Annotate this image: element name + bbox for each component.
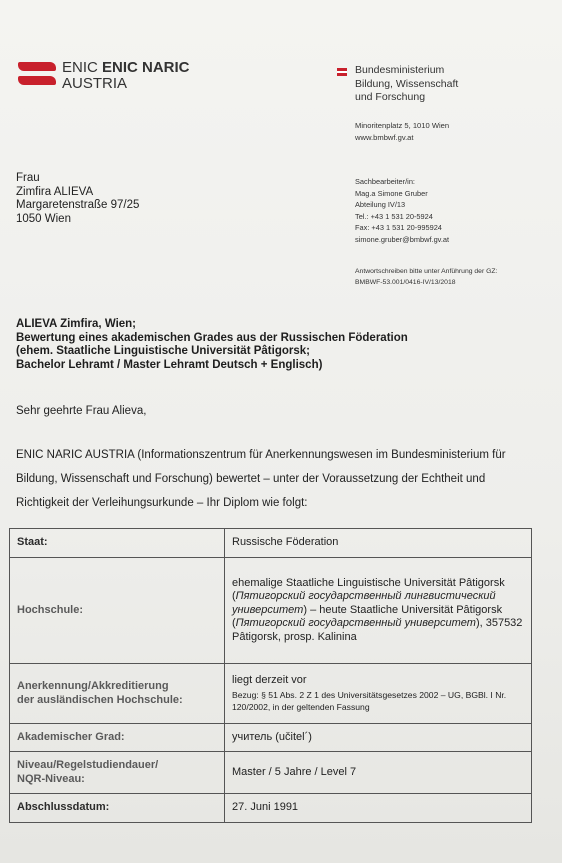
staat-label: Staat:: [10, 529, 225, 558]
recipient-city: 1050 Wien: [16, 212, 71, 225]
niveau-label-line-1: Niveau/Regelstudiendauer/: [17, 758, 159, 771]
hochschule-text: ehemalige Staatliche Linguistische Universität Pâtigorsk (: [232, 576, 505, 603]
niveau-label: [10, 752, 225, 794]
anerkennung-label-line-1: Anerkennung/Akkreditierung: [17, 679, 169, 692]
hochschule-label: Hochschule:: [10, 558, 225, 664]
legal-basis: Bezug: § 51 Abs. 2 Z 1 des Universitätsgesetzes 2002 – UG, BGBl. I Nr. 120/2002, in der geltenden Fassung: [232, 690, 507, 713]
recipient-name: Zimfira ALIEVA: [16, 185, 94, 198]
anerkennung-label-line-2: der ausländischen Hochschule:: [17, 693, 183, 706]
table-row: [10, 664, 532, 724]
table-row: [10, 724, 532, 752]
hochschule-address: ), 357532 Pâtigorsk, prosp. Kalinina: [232, 617, 523, 643]
evaluation-table: [9, 528, 532, 823]
contact-block: [355, 176, 449, 245]
ministry-line-1: Bundesministerium: [355, 64, 445, 76]
recipient-street: Margaretenstraße 97/25: [16, 199, 140, 211]
datum-label: Abschlussdatum:: [10, 794, 225, 823]
subject-line-3: (ehem. Staatliche Linguistische Universität Pâtigorsk;: [16, 345, 310, 358]
anerkennung-value: [225, 664, 532, 724]
flag-stripe-bottom: [337, 73, 347, 76]
anerkennung-label: [10, 664, 225, 724]
grad-value: учитель (učitel´): [225, 724, 532, 752]
contact-email-link[interactable]: simone.gruber@bmbwf.gv.at: [355, 234, 450, 244]
subject-line-1: ALIEVA Zimfira, Wien;: [16, 318, 137, 330]
recipient-salutation: Frau: [16, 172, 40, 184]
logo-line-1: ENIC ENIC NARIC: [62, 59, 190, 76]
table-row: [10, 529, 532, 558]
datum-value: 27. Juni 1991: [225, 794, 532, 823]
reference-number: BMBWF-53.001/0416-IV/13/2018: [355, 278, 456, 286]
niveau-value: Master / 5 Jahre / Level 7: [225, 752, 532, 794]
contact-phone: Tel.: +43 1 531 20-5924: [355, 211, 433, 221]
contact-department: Abteilung IV/13: [355, 200, 406, 209]
austrian-flag-icon: [337, 68, 347, 76]
subject-line-2: Bewertung eines akademischen Grades aus der Russischen Föderation: [16, 331, 408, 344]
reference-label: Antwortschreiben bitte unter Anführung der GZ:: [355, 268, 498, 275]
table-row: [10, 558, 532, 664]
recipient-address: [16, 172, 139, 226]
logo-stripe-icon: [18, 76, 56, 85]
subject-line-4: Bachelor Lehramt / Master Lehramt Deutsch + Englisch): [16, 359, 323, 372]
hochschule-russian-name-current: Пятигорский государственный университет: [235, 617, 476, 630]
contact-label: Sachbearbeiter/in:: [355, 177, 415, 186]
hochschule-value: [225, 558, 532, 664]
staat-value: Russische Föderation: [225, 529, 532, 558]
letter-salutation: Sehr geehrte Frau Alieva,: [16, 405, 147, 417]
reference-number-block: [355, 267, 497, 289]
contact-fax: Fax: +43 1 531 20-995924: [355, 223, 442, 232]
anerkennung-status: liegt derzeit vor: [232, 673, 307, 686]
street-address: Minoritenplatz 5, 1010 Wien: [355, 121, 450, 130]
hochschule-text: ) – heute Staatliche Universität Pâtigorsk (: [232, 603, 503, 630]
logo-line-2: AUSTRIA: [62, 75, 128, 92]
hochschule-russian-name: Пятигорский государственный лингвистический университет: [232, 590, 496, 616]
ministry-address: [355, 120, 449, 143]
ministry-line-3: und Forschung: [355, 91, 426, 103]
grad-label: Akademischer Grad:: [10, 724, 225, 752]
table-row: [10, 794, 532, 823]
contact-person: Mag.a Simone Gruber: [355, 188, 428, 198]
logo-text: [62, 60, 202, 92]
website-link[interactable]: www.bmbwf.gv.at: [355, 132, 414, 142]
niveau-label-line-2: NQR-Niveau:: [17, 772, 85, 785]
table-row: [10, 752, 532, 794]
ministry-name: [355, 64, 458, 105]
logo-stripe-icon: [18, 62, 56, 71]
ministry-line-2: Bildung, Wissenschaft: [355, 77, 459, 90]
letter-body-paragraph: ENIC NARIC AUSTRIA (Informationszentrum für Anerkennungswesen im Bundesministerium für Bildung, Wissenschaft und Forschung) bewertet – unter der Voraussetzung der Echtheit und Richtigkeit der Verleihungsurkunde – Ihr Diplom wie folgt:: [16, 449, 506, 509]
letter-subject: [16, 318, 408, 373]
